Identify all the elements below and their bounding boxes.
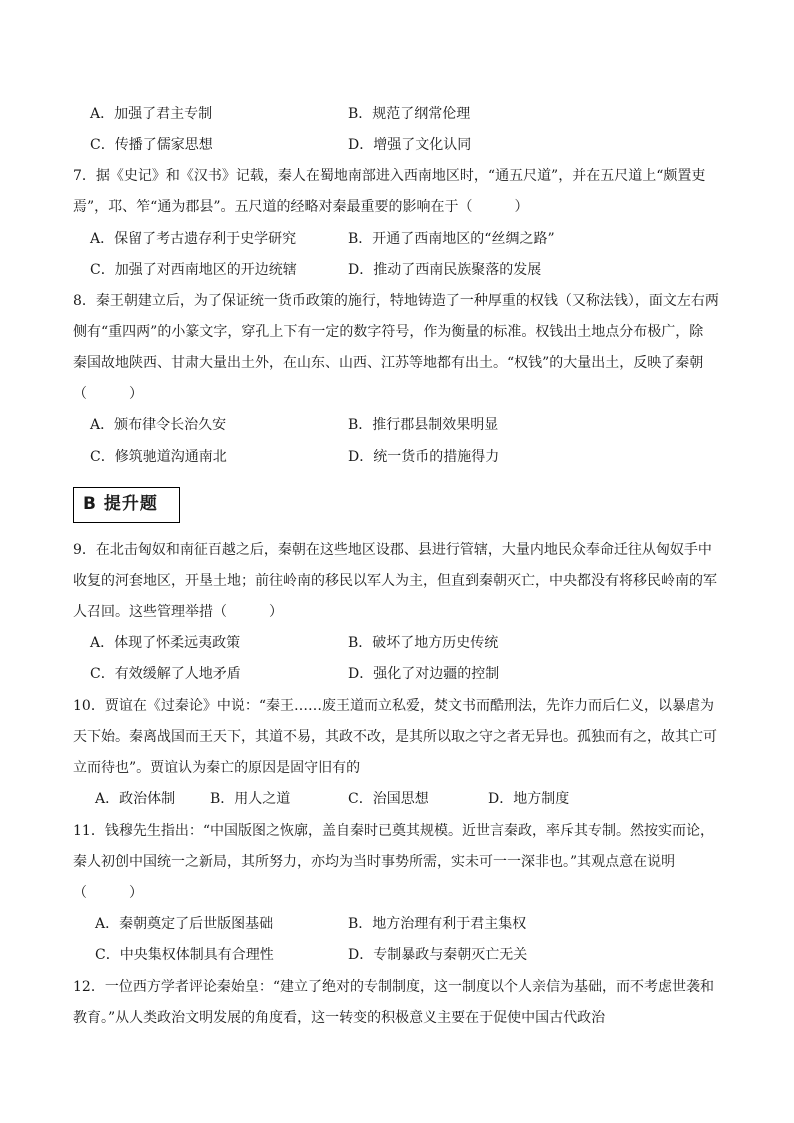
q12-stem-line: 12．一位西方学者评论秦始皇：“建立了绝对的专制制度，这一制度以个人亲信为基础，而不考虑世袭和	[73, 979, 714, 995]
q9-option-b[interactable]: B．破坏了地方历史传统	[348, 635, 499, 651]
q9-option-a[interactable]: A．体现了怀柔远夷政策	[90, 635, 241, 651]
q9-option-c[interactable]: C．有效缓解了人地矛盾	[90, 666, 241, 682]
q8-option-c[interactable]: C．修筑驰道沟通南北	[90, 449, 227, 465]
q10-stem-line: 天下始。秦离战国而王天下，其道不易，其政不改，是其所以取之守之者无异也。孤独而有之，故其亡可	[73, 729, 717, 745]
q9-stem-line: 收复的河套地区，开垦土地；前往岭南的移民以军人为主，但直到秦朝灭亡，中央都没有将移民岭南的军	[73, 573, 717, 589]
q10-option-d[interactable]: D．地方制度	[488, 791, 570, 807]
q8-option-d[interactable]: D．统一货币的措施得力	[348, 449, 500, 465]
q7-option-c[interactable]: C．加强了对西南地区的开边统辖	[90, 262, 297, 278]
q12-stem-line: 教育。”从人类政治文明发展的角度看，这一转变的积极意义主要在于促使中国古代政治	[73, 1010, 606, 1026]
q10-option-b[interactable]: B．用人之道	[210, 791, 291, 807]
q7-option-d[interactable]: D．推动了西南民族聚落的发展	[348, 262, 542, 278]
q6-option-c[interactable]: C．传播了儒家思想	[90, 137, 213, 153]
section-header-b: B 提升题	[73, 487, 180, 523]
q9-stem-line: 人召回。这些管理举措（ ）	[73, 604, 283, 620]
q7-stem-line: 焉”，邛、笮“通为郡县”。五尺道的经略对秦最重要的影响在于（ ）	[73, 199, 529, 215]
q6-option-b[interactable]: B．规范了纲常伦理	[348, 106, 471, 122]
q8-stem-line: （ ）	[73, 386, 143, 402]
q7-option-b[interactable]: B．开通了西南地区的“丝绸之路”	[348, 231, 555, 247]
q8-stem-line: 秦国故地陕西、甘肃大量出土外，在山东、山西、江苏等地都有出土。“权钱”的大量出土，反映了秦朝	[73, 355, 704, 371]
q7-stem-line: 7．据《史记》和《汉书》记载，秦人在蜀地南部进入西南地区时，“通五尺道”，并在五尺道上“颇置吏	[73, 168, 706, 184]
q11-stem-line: 11．钱穆先生指出：“中国版图之恢廓，盖自秦时已奠其规模。近世言秦政，率斥其专制。然按实而论，	[73, 823, 714, 839]
q7-option-a[interactable]: A．保留了考古遗存利于史学研究	[90, 231, 297, 247]
q10-option-c[interactable]: C．治国思想	[348, 791, 429, 807]
q6-option-d[interactable]: D．增强了文化认同	[348, 137, 472, 153]
q11-stem-line: 秦人初创中国统一之新局，其所努力，亦均为当时事势所需，实未可一一深非也。”其观点意在说明	[73, 854, 676, 870]
q8-option-a[interactable]: A．颁布律令长治久安	[90, 417, 227, 433]
q10-stem-line: 立而待也”。贾谊认为秦亡的原因是固守旧有的	[73, 760, 361, 776]
q11-option-c[interactable]: C．中央集权体制具有合理性	[95, 947, 274, 963]
q9-stem-line: 9．在北击匈奴和南征百越之后，秦朝在这些地区设郡、县进行管辖，大量内地民众奉命迁往从匈奴手中	[73, 542, 712, 558]
q8-stem-line: 侧有“重四两”的小篆文字，穿孔上下有一定的数字符号，作为衡量的标准。权钱出土地点分布极广，除	[73, 324, 704, 340]
q11-option-a[interactable]: A．秦朝奠定了后世版图基础	[95, 916, 274, 932]
q11-option-d[interactable]: D．专制暴政与秦朝灭亡无关	[348, 947, 528, 963]
q6-option-a[interactable]: A．加强了君主专制	[90, 106, 213, 122]
q11-stem-line: （ ）	[73, 885, 143, 901]
q10-stem-line: 10．贾谊在《过秦论》中说：“秦王……废王道而立私爱，焚文书而酷刑法，先诈力而后仁义，以暴虐为	[73, 698, 714, 714]
q8-stem-line: 8．秦王朝建立后，为了保证统一货币政策的施行，特地铸造了一种厚重的权钱（又称法钱），面文左右两	[73, 293, 719, 309]
q8-option-b[interactable]: B．推行郡县制效果明显	[348, 417, 499, 433]
q9-option-d[interactable]: D．强化了对边疆的控制	[348, 666, 500, 682]
q10-option-a[interactable]: A．政治体制	[95, 791, 176, 807]
q11-option-b[interactable]: B．地方治理有利于君主集权	[348, 916, 527, 932]
